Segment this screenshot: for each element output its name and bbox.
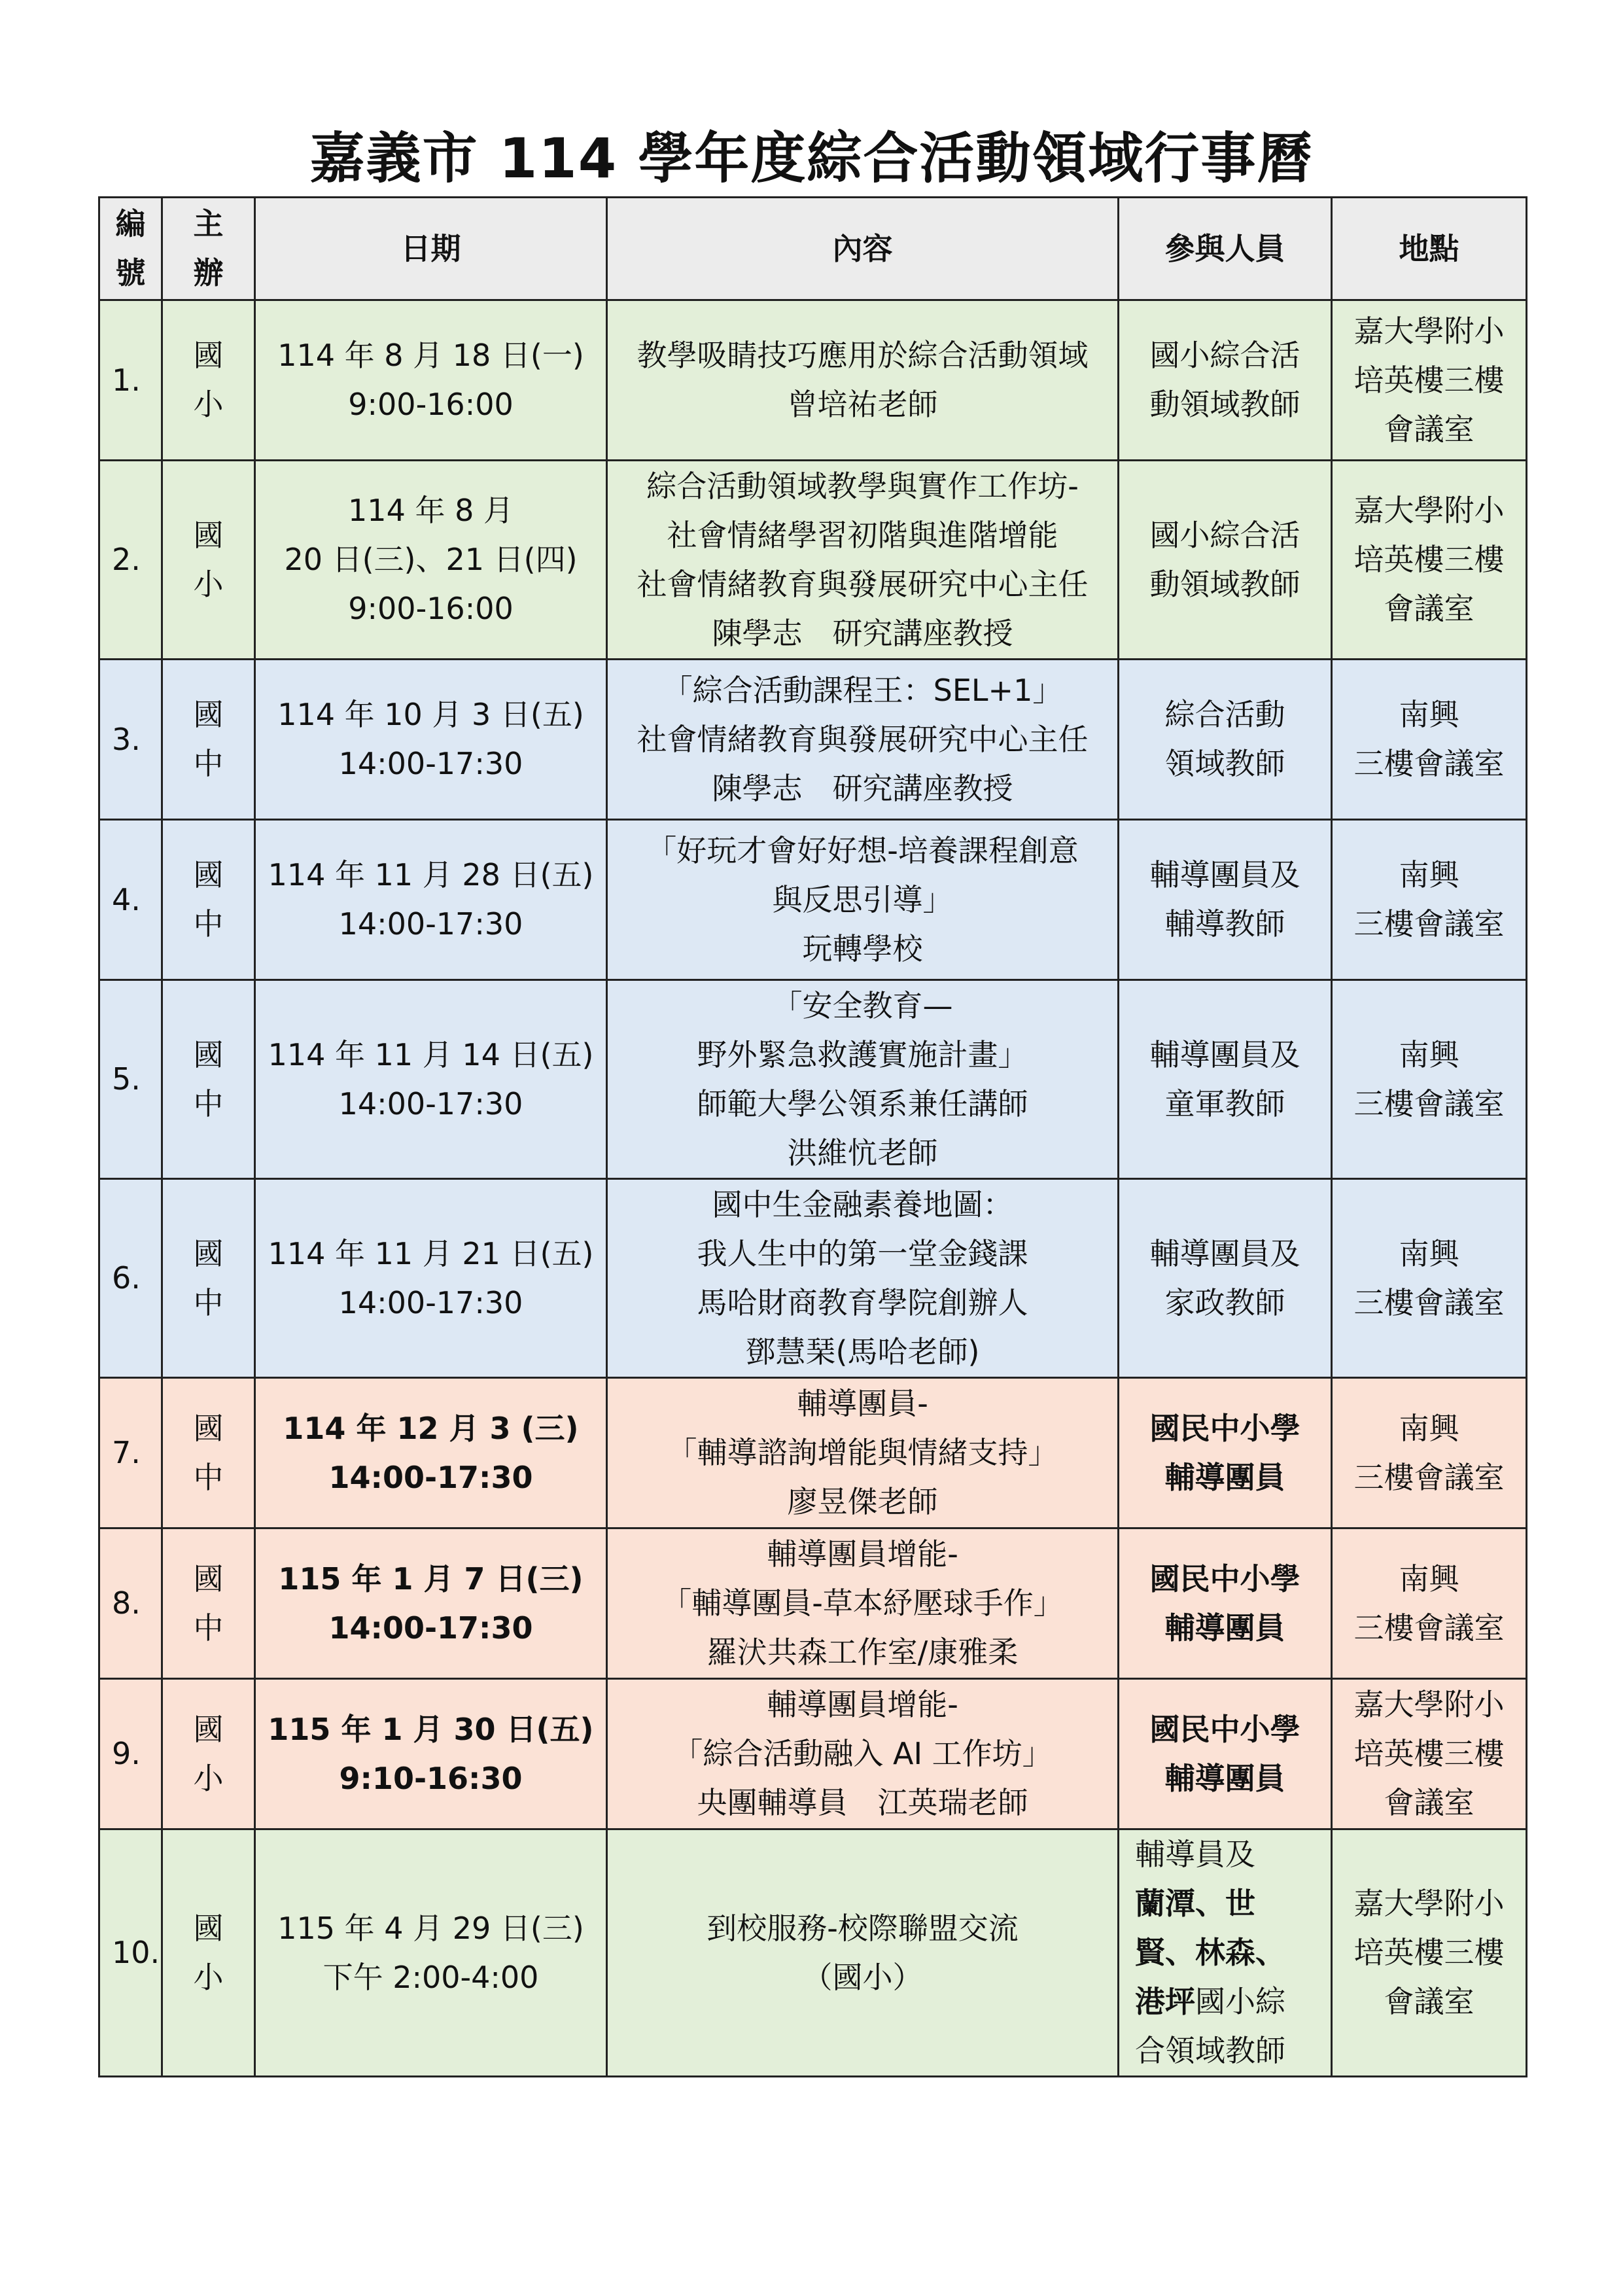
content-cell-line: 陳學志 研究講座教授 (712, 770, 1013, 806)
table-row (99, 1378, 1527, 1528)
content-cell-line: 「安全教育— (772, 987, 953, 1023)
place-cell (1332, 660, 1527, 820)
content-cell-line: 我人生中的第一堂金錢課 (697, 1235, 1028, 1271)
people-cell-line: 國小綜合活 (1149, 517, 1300, 553)
date-cell (255, 660, 607, 820)
date-cell-line: 114 年 8 月 18 日(一) (277, 338, 584, 373)
organizer-cell-line: 國 (193, 1711, 224, 1747)
content-cell-line: 「綜合活動融入 AI 工作坊」 (672, 1736, 1053, 1771)
date-cell (255, 1378, 607, 1528)
people-cell-line: 輔導團員 (1164, 1760, 1285, 1796)
people-cell (1119, 1179, 1332, 1378)
content-cell-line: 「輔導諮詢增能與情緒支持」 (667, 1435, 1058, 1470)
date-cell-line: 14:00-17:30 (338, 746, 523, 781)
date-cell-line: 115 年 4 月 29 日(三) (277, 1910, 584, 1946)
place-cell-line: 嘉大學附小 (1353, 313, 1505, 349)
content-cell-line: 廖昱傑老師 (787, 1484, 938, 1519)
place-cell (1332, 1378, 1527, 1528)
place-cell-line: 三樓會議室 (1353, 1284, 1505, 1320)
date-cell-line: 20 日(三)、21 日(四) (284, 542, 578, 577)
organizer-cell-line: 小 (193, 566, 224, 602)
place-cell-line: 南興 (1399, 857, 1459, 892)
date-cell-line: 14:00-17:30 (328, 1610, 533, 1646)
people-cell (1119, 660, 1332, 820)
place-cell-line: 三樓會議室 (1353, 1086, 1505, 1122)
organizer-cell-line: 中 (193, 746, 224, 781)
date-cell-line: 下午 2:00-4:00 (323, 1959, 539, 1995)
table-row (99, 1829, 1527, 2077)
content-cell (607, 820, 1119, 980)
table-row (99, 1679, 1527, 1829)
row-number: 4. (99, 820, 162, 980)
place-cell (1332, 1528, 1527, 1679)
place-cell-line: 三樓會議室 (1353, 1610, 1505, 1646)
date-cell (255, 300, 607, 461)
content-cell (607, 1679, 1119, 1829)
organizer-cell (162, 660, 255, 820)
place-cell (1332, 980, 1527, 1179)
date-cell-line: 14:00-17:30 (328, 1459, 533, 1495)
people-cell-line: 輔導團員及 (1149, 1036, 1300, 1072)
row-number: 5. (99, 980, 162, 1179)
people-cell (1119, 1829, 1332, 2077)
place-cell-line: 南興 (1399, 1036, 1459, 1072)
organizer-cell-line: 國 (193, 697, 224, 732)
content-cell-line: 教學吸睛技巧應用於綜合活動領域 (637, 338, 1089, 373)
organizer-cell (162, 1528, 255, 1679)
organizer-cell-line: 國 (193, 1036, 224, 1072)
table-row (99, 820, 1527, 980)
place-cell-line: 會議室 (1384, 591, 1475, 626)
people-cell (1119, 1378, 1332, 1528)
place-cell-line: 三樓會議室 (1353, 746, 1505, 781)
date-cell (255, 980, 607, 1179)
content-cell-line: 玩轉學校 (802, 930, 923, 966)
header-date: 日期 (255, 198, 607, 300)
row-number: 1. (99, 300, 162, 461)
date-cell-line: 115 年 1 月 7 日(三) (278, 1561, 584, 1597)
date-cell-line: 9:00-16:00 (348, 387, 514, 422)
date-cell-line: 14:00-17:30 (338, 1086, 523, 1122)
organizer-cell-line: 中 (193, 1459, 224, 1495)
content-cell (607, 1528, 1119, 1679)
place-cell-line: 會議室 (1384, 1984, 1475, 2019)
content-cell-line: 與反思引導」 (772, 881, 953, 917)
people-cell-line: 輔導團員 (1164, 1610, 1285, 1646)
place-cell (1332, 1179, 1527, 1378)
date-cell-line: 114 年 11 月 14 日(五) (268, 1036, 594, 1072)
row-number: 10. (99, 1829, 162, 2077)
organizer-cell-line: 國 (193, 1910, 224, 1946)
organizer-cell-line: 國 (193, 857, 224, 892)
table-row (99, 300, 1527, 461)
content-cell-line: 洪維忼老師 (787, 1135, 938, 1171)
place-cell (1332, 820, 1527, 980)
page-title: 嘉義市 114 學年度綜合活動領域行事曆 (309, 126, 1314, 190)
people-cell-line: 領域教師 (1164, 746, 1285, 781)
people-cell (1119, 300, 1332, 461)
people-cell-line: 綜合活動 (1164, 697, 1285, 732)
header-content: 內容 (607, 198, 1119, 300)
organizer-cell-line: 小 (193, 387, 224, 422)
people-cell-line: 輔導團員 (1164, 1459, 1285, 1495)
people-cell-line: 國民中小學 (1149, 1410, 1300, 1446)
row-number: 8. (99, 1528, 162, 1679)
organizer-cell-line: 國 (193, 1561, 224, 1597)
date-cell (255, 1528, 607, 1679)
people-cell-line: 國民中小學 (1149, 1711, 1300, 1747)
people-cell (1119, 1528, 1332, 1679)
content-cell-line: 「好玩才會好好想-培養課程創意 (646, 832, 1079, 868)
content-cell-line: 到校服務-校際聯盟交流 (707, 1910, 1019, 1946)
people-cell-line: 蘭潭、世 (1135, 1886, 1255, 1921)
people-cell (1119, 820, 1332, 980)
organizer-cell-line: 中 (193, 906, 224, 942)
people-cell-line: 輔導教師 (1164, 906, 1285, 942)
place-cell-line: 嘉大學附小 (1353, 1687, 1505, 1722)
place-cell-line: 培英樓三樓 (1353, 1736, 1505, 1771)
people-cell-line: 童軍教師 (1164, 1086, 1285, 1122)
table-row (99, 980, 1527, 1179)
place-cell-line: 培英樓三樓 (1353, 362, 1505, 398)
date-cell-line: 14:00-17:30 (338, 1284, 523, 1320)
date-cell-line: 114 年 11 月 28 日(五) (268, 857, 594, 892)
date-cell (255, 461, 607, 660)
place-cell-line: 南興 (1399, 1561, 1459, 1597)
row-number: 3. (99, 660, 162, 820)
date-cell (255, 1179, 607, 1378)
people-cell-line: 家政教師 (1164, 1284, 1285, 1320)
people-cell-line: 動領域教師 (1149, 566, 1300, 602)
people-cell-line: 國民中小學 (1149, 1561, 1300, 1597)
organizer-cell-line: 小 (193, 1760, 224, 1796)
content-cell-line: 「綜合活動課程王：SEL+1」 (662, 672, 1063, 708)
content-cell-line: 輔導團員增能- (767, 1536, 958, 1572)
content-cell (607, 300, 1119, 461)
place-cell-line: 南興 (1399, 697, 1459, 732)
content-cell-line: 社會情緒教育與發展研究中心主任 (637, 721, 1089, 757)
content-cell-line: 「輔導團員-草本紓壓球手作」 (661, 1585, 1064, 1621)
header-org: 主 辦 (162, 198, 255, 300)
people-cell-line: 賢、林森、 (1135, 1935, 1285, 1970)
content-cell (607, 1829, 1119, 2077)
content-cell (607, 660, 1119, 820)
place-cell-line: 南興 (1399, 1235, 1459, 1271)
place-cell (1332, 1679, 1527, 1829)
people-cell-line: 動領域教師 (1149, 387, 1300, 422)
place-cell-line: 培英樓三樓 (1353, 542, 1505, 577)
date-cell-line: 9:00-16:00 (348, 591, 514, 626)
organizer-cell (162, 1679, 255, 1829)
place-cell-line: 嘉大學附小 (1353, 493, 1505, 528)
table-row (99, 1179, 1527, 1378)
date-cell-line: 14:00-17:30 (338, 906, 523, 942)
organizer-cell-line: 國 (193, 1235, 224, 1271)
header-num: 編 號 (99, 198, 162, 300)
content-cell (607, 1378, 1119, 1528)
organizer-cell (162, 461, 255, 660)
date-cell (255, 820, 607, 980)
content-cell-line: 馬哈財商教育學院創辦人 (697, 1284, 1028, 1320)
content-cell-line: 鄧慧琹(馬哈老師) (745, 1333, 980, 1369)
table-row (99, 660, 1527, 820)
content-cell-line: 輔導團員增能- (767, 1687, 958, 1722)
content-cell-line: 輔導團員- (797, 1386, 928, 1421)
organizer-cell (162, 980, 255, 1179)
place-cell-line: 三樓會議室 (1353, 1459, 1505, 1495)
people-cell (1119, 980, 1332, 1179)
place-cell-line: 三樓會議室 (1353, 906, 1505, 942)
people-cell-line: 合領域教師 (1135, 2033, 1285, 2068)
people-cell-line: 輔導團員及 (1149, 1235, 1300, 1271)
date-cell-line: 114 年 12 月 3 (三) (283, 1410, 579, 1446)
header-row (99, 198, 1527, 300)
row-number: 7. (99, 1378, 162, 1528)
content-cell-line: 綜合活動領域教學與實作工作坊- (646, 468, 1079, 504)
row-number: 2. (99, 461, 162, 660)
organizer-cell-line: 國 (193, 517, 224, 553)
organizer-cell-line: 中 (193, 1610, 224, 1646)
people-cell-line: 輔導員及 (1135, 1837, 1255, 1872)
table-row (99, 461, 1527, 660)
calendar-table (98, 196, 1527, 2077)
place-cell-line: 會議室 (1384, 1785, 1475, 1820)
organizer-cell (162, 1829, 255, 2077)
organizer-cell (162, 300, 255, 461)
content-cell (607, 1179, 1119, 1378)
row-number: 6. (99, 1179, 162, 1378)
place-cell (1332, 300, 1527, 461)
people-cell (1119, 1679, 1332, 1829)
place-cell (1332, 461, 1527, 660)
date-cell-line: 114 年 11 月 21 日(五) (268, 1235, 594, 1271)
place-cell-line: 南興 (1399, 1410, 1459, 1446)
row-number: 9. (99, 1679, 162, 1829)
header-people: 參與人員 (1119, 198, 1332, 300)
date-cell (255, 1829, 607, 2077)
place-cell-line: 嘉大學附小 (1353, 1886, 1505, 1921)
people-cell (1119, 461, 1332, 660)
organizer-cell-line: 中 (193, 1086, 224, 1122)
organizer-cell-line: 小 (193, 1959, 224, 1995)
date-cell-line: 114 年 10 月 3 日(五) (277, 697, 584, 732)
organizer-cell (162, 820, 255, 980)
place-cell (1332, 1829, 1527, 2077)
content-cell-line: 曾培祐老師 (787, 387, 938, 422)
content-cell-line: 國中生金融素養地圖： (712, 1186, 1013, 1222)
content-cell-line: 野外緊急救護實施計畫」 (697, 1036, 1028, 1072)
content-cell-line: 社會情緒學習初階與進階增能 (667, 517, 1058, 553)
place-cell-line: 培英樓三樓 (1353, 1935, 1505, 1970)
organizer-cell (162, 1378, 255, 1528)
content-cell-line: 羅汱共森工作室/康雅柔 (707, 1634, 1019, 1670)
date-cell-line: 9:10-16:30 (339, 1760, 523, 1796)
date-cell-line: 114 年 8 月 (348, 493, 514, 528)
place-cell-line: 會議室 (1384, 411, 1475, 447)
organizer-cell (162, 1179, 255, 1378)
organizer-cell-line: 國 (193, 1410, 224, 1446)
people-cell-line: 港坪國小綜 (1135, 1984, 1285, 2019)
organizer-cell-line: 中 (193, 1284, 224, 1320)
header-place: 地點 (1332, 198, 1527, 300)
date-cell-line: 115 年 1 月 30 日(五) (268, 1711, 594, 1747)
people-cell-line: 國小綜合活 (1149, 338, 1300, 373)
content-cell-line: （國小） (802, 1959, 923, 1995)
content-cell (607, 980, 1119, 1179)
content-cell-line: 師範大學公領系兼任講師 (697, 1086, 1028, 1122)
date-cell (255, 1679, 607, 1829)
content-cell-line: 央團輔導員 江英瑞老師 (697, 1785, 1028, 1820)
content-cell-line: 社會情緒教育與發展研究中心主任 (637, 566, 1089, 602)
organizer-cell-line: 國 (193, 338, 224, 373)
table-row (99, 1528, 1527, 1679)
content-cell-line: 陳學志 研究講座教授 (712, 615, 1013, 651)
people-cell-line: 輔導團員及 (1149, 857, 1300, 892)
content-cell (607, 461, 1119, 660)
